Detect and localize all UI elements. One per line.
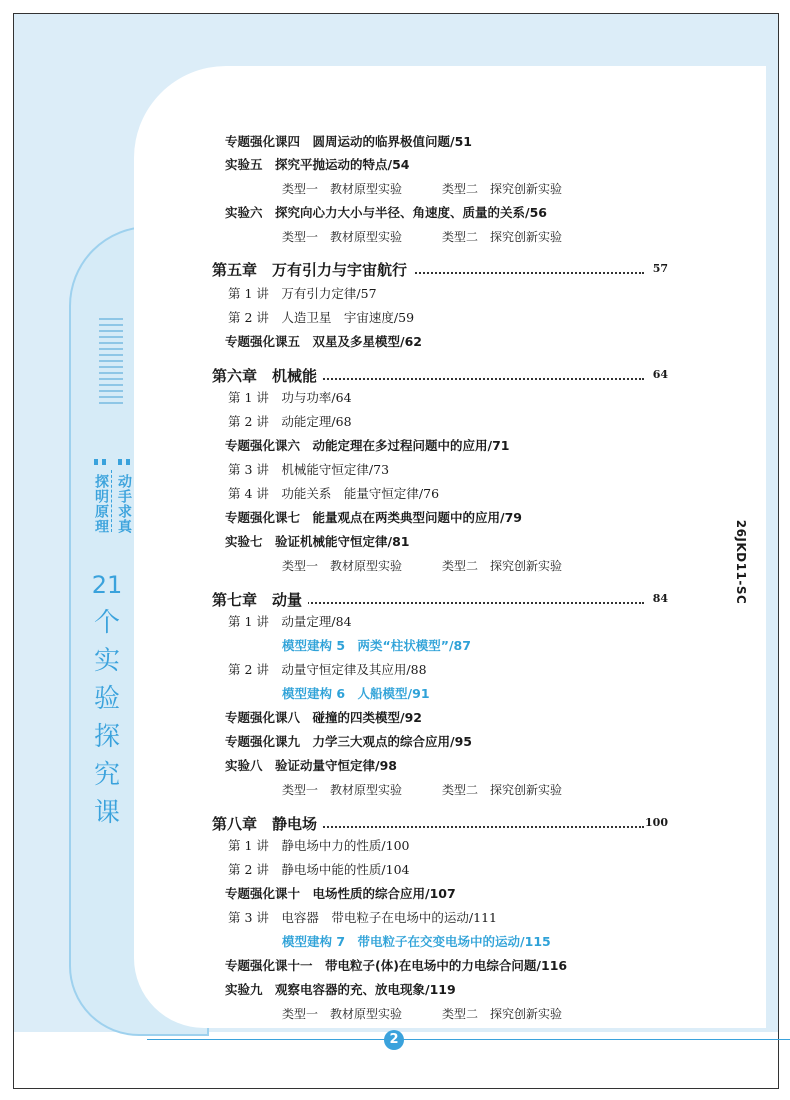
model-entry[interactable]: 模型建构 6 人船模型/91 [282, 686, 430, 701]
chapter-heading[interactable] [212, 814, 668, 834]
experiment-type-label: 类型二 探究创新实验 [442, 1007, 563, 1021]
toc-entry[interactable]: 第 2 讲 动能定理/68 [228, 414, 352, 429]
toc-entry[interactable]: 第 2 讲 人造卫星 宇宙速度/59 [228, 310, 415, 325]
toc-entry[interactable]: 专题强化课五 双星及多星模型/62 [225, 334, 422, 349]
chapter-page: 64 [652, 368, 668, 381]
toc-entry[interactable]: 专题强化课十一 带电粒子(体)在电场中的力电综合问题/116 [225, 958, 568, 973]
experiment-type-label: 类型二 探究创新实验 [442, 559, 563, 573]
experiment-types [282, 229, 602, 245]
toc-entry[interactable]: 专题强化课四 圆周运动的临界极值问题/51 [225, 134, 472, 149]
toc-entry[interactable]: 专题强化课七 能量观点在两类典型问题中的应用/79 [225, 510, 522, 525]
toc-entry[interactable]: 第 1 讲 静电场中力的性质/100 [228, 838, 410, 853]
toc-entry[interactable]: 专题强化课六 动能定理在多过程问题中的应用/71 [225, 438, 510, 453]
experiment-type-label: 类型一 教材原型实验 [282, 230, 403, 244]
sidebar-title-char: 个 [93, 608, 120, 638]
stripes-decoration [99, 318, 123, 408]
experiment-type-label: 类型一 教材原型实验 [282, 783, 403, 797]
sidebar-title-char: 探 [93, 722, 120, 752]
toc-entry[interactable]: 实验七 验证机械能守恒定律/81 [225, 534, 410, 549]
model-entry[interactable]: 模型建构 7 带电粒子在交变电场中的运动/115 [282, 934, 551, 949]
toc-entry[interactable]: 第 2 讲 静电场中能的性质/104 [228, 862, 410, 877]
experiment-type-label: 类型一 教材原型实验 [282, 559, 403, 573]
toc-entry[interactable]: 专题强化课八 碰撞的四类模型/92 [225, 710, 422, 725]
experiment-types [282, 558, 602, 574]
toc-entry[interactable]: 第 1 讲 功与功率/64 [228, 390, 352, 405]
toc-entry[interactable]: 实验九 观察电容器的充、放电现象/119 [225, 982, 456, 997]
experiment-type-label: 类型二 探究创新实验 [442, 230, 563, 244]
experiment-types [282, 181, 602, 197]
sidebar-title-char: 验 [93, 684, 120, 714]
experiment-type-label: 类型二 探究创新实验 [442, 783, 563, 797]
chapter-page: 84 [652, 592, 668, 605]
chapter-title: 第七章 动量 [212, 590, 308, 610]
toc-entry[interactable]: 实验八 验证动量守恒定律/98 [225, 758, 397, 773]
experiment-types [282, 782, 602, 798]
chapter-page: 100 [645, 816, 668, 829]
chapter-heading[interactable] [212, 590, 668, 610]
experiment-type-label: 类型一 教材原型实验 [282, 182, 403, 196]
experiment-type-label: 类型二 探究创新实验 [442, 182, 563, 196]
column-divider [111, 470, 113, 532]
toc-entry[interactable]: 专题强化课九 力学三大观点的综合应用/95 [225, 734, 472, 749]
chapter-heading[interactable] [212, 260, 668, 280]
chapter-heading[interactable] [212, 366, 668, 386]
experiment-types [282, 1006, 602, 1022]
sidebar-title-char: 实 [93, 646, 120, 676]
chapter-title: 第六章 机械能 [212, 366, 323, 386]
dots-decoration [94, 459, 130, 465]
chapter-title: 第五章 万有引力与宇宙航行 [212, 260, 413, 280]
chapter-page: 57 [652, 262, 668, 275]
toc-entry[interactable]: 第 1 讲 万有引力定律/57 [228, 286, 377, 301]
toc-entry[interactable]: 第 4 讲 功能关系 能量守恒定律/76 [228, 486, 440, 501]
product-code: 26JKD11-SC [734, 519, 748, 605]
footer-line [147, 1039, 790, 1040]
toc-entry[interactable]: 实验六 探究向心力大小与半径、角速度、质量的关系/56 [225, 205, 547, 220]
toc-entry[interactable]: 第 1 讲 动量定理/84 [228, 614, 352, 629]
sidebar-title [86, 566, 128, 832]
sidebar-title-char: 课 [93, 798, 120, 828]
experiment-type-label: 类型一 教材原型实验 [282, 1007, 403, 1021]
model-entry[interactable]: 模型建构 5 两类“柱状模型”/87 [282, 638, 471, 653]
sidebar-col-right: 动手求真 [116, 474, 132, 534]
toc-entry[interactable]: 第 2 讲 动量守恒定律及其应用/88 [228, 662, 427, 677]
chapter-title: 第八章 静电场 [212, 814, 323, 834]
sidebar-title-char: 21 [91, 571, 123, 599]
toc-entry[interactable]: 实验五 探究平抛运动的特点/54 [225, 157, 410, 172]
page-number: 2 [384, 1030, 404, 1050]
toc-entry[interactable]: 专题强化课十 电场性质的综合应用/107 [225, 886, 456, 901]
toc-entry[interactable]: 第 3 讲 机械能守恒定律/73 [228, 462, 390, 477]
sidebar-col-left: 探明原理 [93, 474, 109, 534]
toc-entry[interactable]: 第 3 讲 电容器 带电粒子在电场中的运动/111 [228, 910, 497, 925]
sidebar-title-char: 究 [93, 760, 120, 790]
